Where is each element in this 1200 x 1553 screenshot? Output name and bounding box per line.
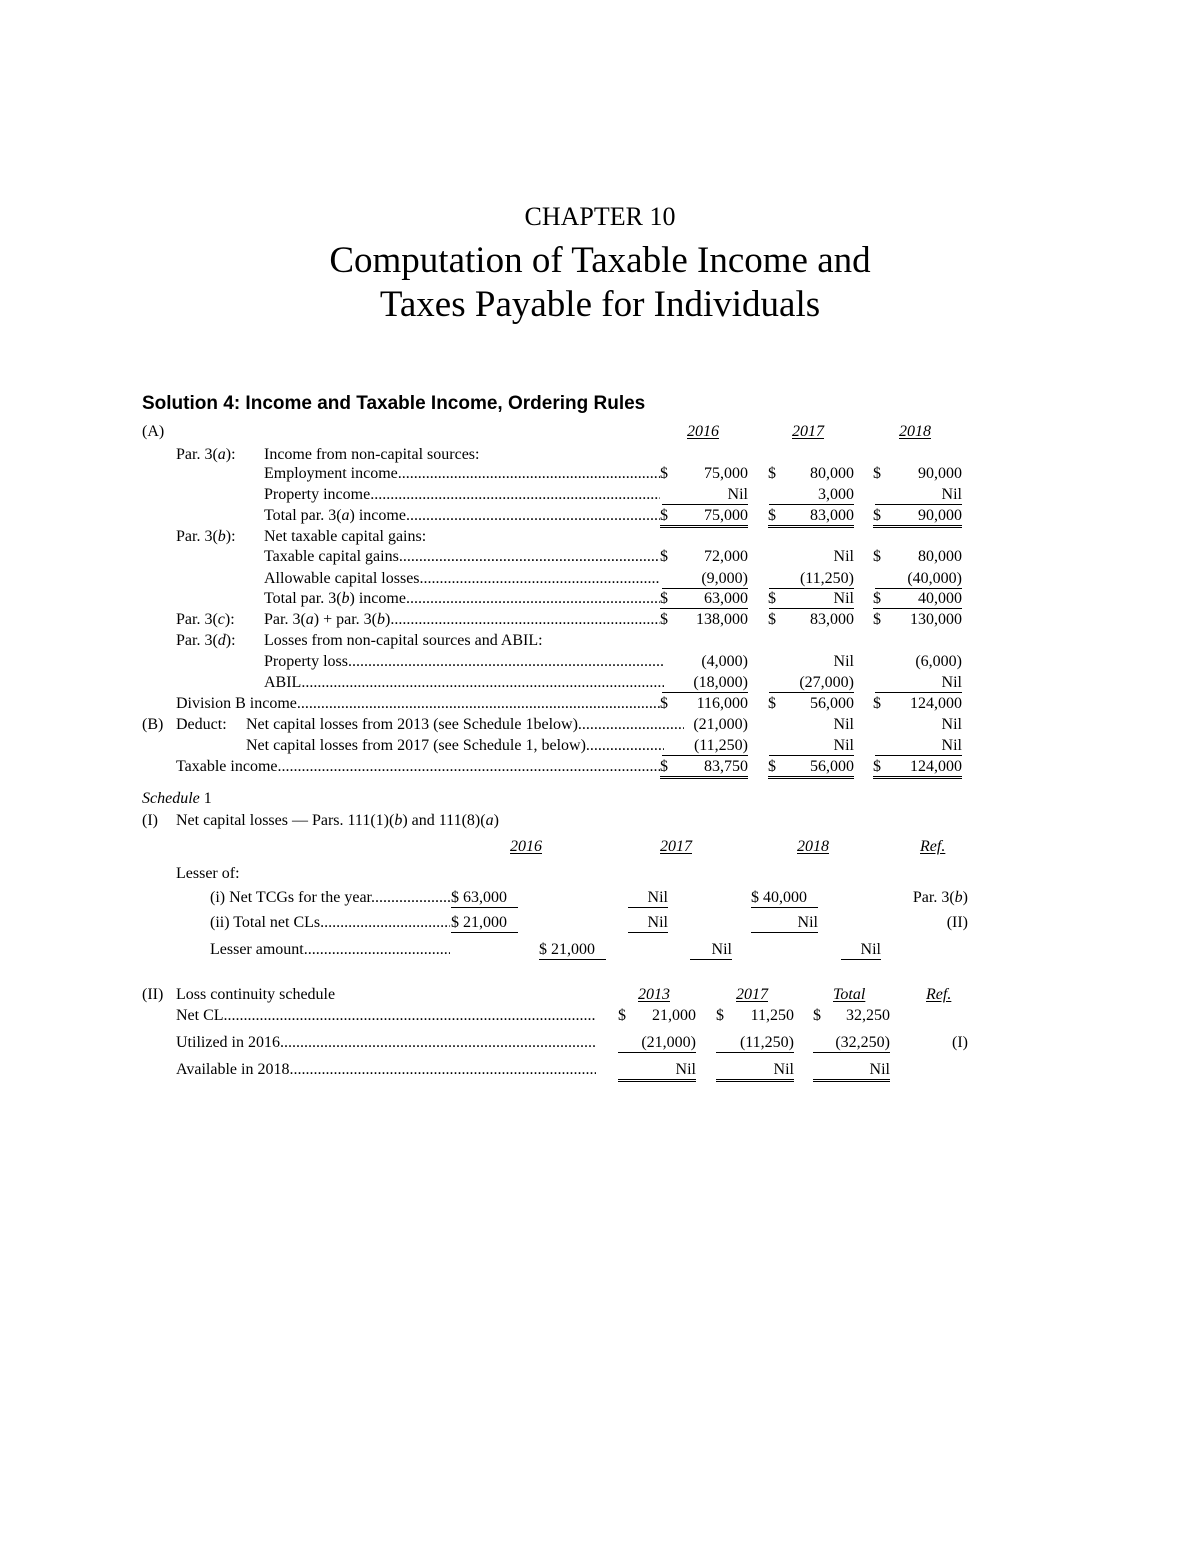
net-cl-label-text: Net CL	[176, 1007, 224, 1024]
total3a-value-1: 83,000	[769, 507, 854, 528]
part-b-label: (B)	[142, 716, 164, 733]
division-b-income-label-text: Division B income	[176, 695, 297, 712]
total-net-cls-value-1: Nil	[628, 914, 668, 933]
total-net-cls-value-2: Nil	[751, 914, 818, 933]
taxable-income-label	[176, 758, 660, 776]
total3a-value-2: 90,000	[875, 507, 962, 528]
taxable-capital-gains-label	[264, 548, 660, 566]
ncl2017-value-2: Nil	[875, 737, 962, 756]
lesser-amount-label	[210, 941, 450, 959]
available-value-0: Nil	[618, 1061, 696, 1082]
total-net-cls-value-0: $ 21,000	[451, 914, 518, 933]
property-value-0: Nil	[662, 486, 748, 505]
net-tcgs-value-2: $ 40,000	[751, 889, 818, 908]
allowable-capital-losses-label-text: Allowable capital losses	[264, 570, 420, 587]
available-value-1: Nil	[716, 1061, 794, 1082]
total-3a-label	[264, 507, 660, 525]
property-income-label-text: Property income	[264, 486, 371, 503]
employment-income-label	[264, 465, 660, 483]
tcg-currency-0: $	[660, 548, 668, 565]
lesser-amount-value-1: Nil	[690, 941, 732, 960]
total3b-currency-2: $	[873, 590, 881, 607]
taxable-value-0: 83,750	[662, 758, 748, 779]
taxable-value-1: 56,000	[769, 758, 854, 779]
continuity-col-1: 2017	[736, 986, 768, 1003]
schedule-year-0: 2016	[510, 838, 542, 855]
divb-currency-1: $	[768, 695, 776, 712]
divb-value-0: 116,000	[696, 695, 748, 712]
net-cl-currency-1: $	[716, 1007, 724, 1024]
sum3ab-currency-2: $	[873, 611, 881, 628]
total3b-value-2: 40,000	[875, 590, 962, 609]
employment-currency-1: $	[768, 465, 776, 482]
chapter-title-line1: Computation of Taxable Income and	[329, 240, 871, 281]
divb-currency-2: $	[873, 695, 881, 712]
schedule-part1-label: (I)	[142, 812, 158, 829]
loss-continuity-title: Loss continuity schedule	[176, 986, 336, 1003]
chapter-title-line2: Taxes Payable for Individuals	[379, 284, 821, 325]
utilized-label-text: Utilized in 2016	[176, 1034, 280, 1051]
ncl-2017-label-text: Net capital losses from 2017 (see Schedule 1, below)	[246, 737, 586, 754]
taxable-value-2: 124,000	[875, 758, 962, 779]
proploss-value-0: (4,000)	[701, 653, 748, 670]
net-cl-currency-0: $	[618, 1007, 626, 1024]
sum3ab-value-2: 130,000	[910, 611, 962, 628]
net-cl-value-2: 32,250	[846, 1007, 890, 1024]
sum-3a-3b-label-text: Par. 3(a) + par. 3(b)	[264, 611, 391, 628]
ncl2017-value-0: (11,250)	[662, 737, 748, 756]
abil-value-0: (18,000)	[662, 674, 748, 693]
available-value-2: Nil	[813, 1061, 890, 1082]
lesser-amount-label-text: Lesser amount	[210, 941, 304, 958]
utilized-ref: (I)	[952, 1034, 968, 1051]
schedule-year-1: 2017	[660, 838, 692, 855]
property-value-2: Nil	[875, 486, 962, 505]
tcg-value-1: Nil	[833, 548, 854, 565]
total-net-cls-label-text: (ii) Total net CLs	[210, 914, 321, 931]
schedule-ref-header: Ref.	[920, 838, 946, 855]
ncl2013-value-1: Nil	[833, 716, 854, 733]
par-3c-label: Par. 3(c):	[176, 611, 235, 628]
net-cl-label	[176, 1007, 596, 1025]
property-income-label	[264, 486, 660, 504]
ncl2013-value-2: Nil	[941, 716, 962, 733]
net-tcgs-value-0: $ 63,000	[451, 889, 518, 908]
total3a-currency-2: $	[873, 507, 881, 528]
continuity-col-0: 2013	[638, 986, 670, 1003]
par-3b-heading: Net taxable capital gains:	[264, 528, 427, 545]
division-b-income-label	[176, 695, 660, 713]
total3b-currency-0: $	[660, 590, 668, 607]
available-label	[176, 1061, 596, 1079]
abil-label	[264, 674, 664, 692]
net-tcgs-ref: Par. 3(b)	[912, 889, 968, 906]
taxable-currency-2: $	[873, 758, 881, 779]
net-cl-value-0: 21,000	[652, 1007, 696, 1024]
employment-currency-2: $	[873, 465, 881, 482]
sum3ab-currency-1: $	[768, 611, 776, 628]
taxable-income-label-text: Taxable income	[176, 758, 278, 775]
schedule-title-text: Schedule	[142, 790, 200, 807]
employment-value-2: 90,000	[918, 465, 962, 482]
schedule-part2-label: (II)	[142, 986, 164, 1003]
acl-value-2: (40,000)	[875, 570, 962, 589]
continuity-ref-header: Ref.	[926, 986, 952, 1003]
net-cl-currency-2: $	[813, 1007, 821, 1024]
lesser-amount-value-2: Nil	[841, 941, 881, 960]
par-3d-heading: Losses from non-capital sources and ABIL:	[264, 632, 543, 649]
acl-value-1: (11,250)	[769, 570, 854, 589]
continuity-col-2: Total	[833, 986, 866, 1003]
ncl-2017-label	[246, 737, 664, 755]
ncl2017-value-1: Nil	[769, 737, 854, 756]
ncl-2013-label-text: Net capital losses from 2013 (see Schedule 1below)	[246, 716, 578, 733]
total-3b-label-text: Total par. 3(b) income	[264, 590, 406, 607]
abil-label-text: ABIL	[264, 674, 302, 691]
divb-value-1: 56,000	[810, 695, 854, 712]
sum3ab-value-0: 138,000	[696, 611, 748, 628]
total3b-value-0: 63,000	[662, 590, 748, 609]
proploss-value-1: Nil	[833, 653, 854, 670]
divb-value-2: 124,000	[910, 695, 962, 712]
schedule-part1-title: Net capital losses — Pars. 111(1)(b) and 111(8)(a)	[176, 812, 499, 829]
property-loss-label	[264, 653, 664, 671]
abil-value-1: (27,000)	[769, 674, 854, 693]
tcg-value-0: 72,000	[704, 548, 748, 565]
property-value-1: 3,000	[769, 486, 854, 505]
ncl-2013-label	[246, 716, 684, 734]
part-a-label: (A)	[142, 423, 165, 440]
par-3d-label: Par. 3(d):	[176, 632, 236, 649]
allowable-capital-losses-label	[264, 570, 660, 588]
sum3ab-currency-0: $	[660, 611, 668, 628]
par-3b-label: Par. 3(b):	[176, 528, 236, 545]
solution-title: Solution 4: Income and Taxable Income, Ordering Rules	[142, 393, 646, 414]
sum3ab-value-1: 83,000	[810, 611, 854, 628]
divb-currency-0: $	[660, 695, 668, 712]
par-3a-label: Par. 3(a):	[176, 446, 236, 463]
available-label-text: Available in 2018	[176, 1061, 290, 1078]
total-net-cls-label	[210, 914, 450, 932]
employment-value-1: 80,000	[810, 465, 854, 482]
abil-value-2: Nil	[875, 674, 962, 693]
lesser-of-label: Lesser of:	[176, 865, 240, 882]
property-loss-label-text: Property loss	[264, 653, 348, 670]
total3b-value-1: Nil	[769, 590, 854, 609]
net-cl-value-1: 11,250	[750, 1007, 794, 1024]
year-header-1: 2017	[792, 423, 824, 440]
employment-income-label-text: Employment income	[264, 465, 398, 482]
lesser-amount-value-0: $ 21,000	[539, 941, 606, 960]
net-tcgs-value-1: Nil	[628, 889, 668, 908]
proploss-value-2: (6,000)	[915, 653, 962, 670]
schedule-number: 1	[199, 790, 212, 807]
sum-3a-3b-label	[264, 611, 660, 629]
total-net-cls-ref: (II)	[946, 914, 968, 931]
utilized-value-2: (32,250)	[813, 1034, 890, 1053]
chapter-number: CHAPTER 10	[524, 202, 676, 231]
utilized-value-0: (21,000)	[618, 1034, 696, 1053]
utilized-value-1: (11,250)	[716, 1034, 794, 1053]
taxable-currency-1: $	[768, 758, 776, 779]
total3a-currency-1: $	[768, 507, 776, 528]
taxable-currency-0: $	[660, 758, 668, 779]
acl-value-0: (9,000)	[662, 570, 748, 589]
tcg-value-2: 80,000	[918, 548, 962, 565]
deduct-label: Deduct:	[176, 716, 227, 733]
year-header-2: 2018	[899, 423, 931, 440]
year-header-0: 2016	[687, 423, 719, 440]
taxable-capital-gains-label-text: Taxable capital gains	[264, 548, 399, 565]
ncl2013-value-0: (21,000)	[693, 716, 748, 733]
net-tcgs-label	[210, 889, 450, 907]
total3a-value-0: 75,000	[662, 507, 748, 528]
total3b-currency-1: $	[768, 590, 776, 607]
total-3b-label	[264, 590, 660, 608]
utilized-label	[176, 1034, 596, 1052]
employment-currency-0: $	[660, 465, 668, 482]
schedule-title	[142, 790, 212, 808]
total-3a-label-text: Total par. 3(a) income	[264, 507, 406, 524]
par-3a-heading: Income from non-capital sources:	[264, 446, 480, 463]
tcg-currency-2: $	[873, 548, 881, 565]
total3a-currency-0: $	[660, 507, 668, 528]
schedule-year-2: 2018	[797, 838, 829, 855]
net-tcgs-label-text: (i) Net TCGs for the year	[210, 889, 371, 906]
employment-value-0: 75,000	[704, 465, 748, 482]
